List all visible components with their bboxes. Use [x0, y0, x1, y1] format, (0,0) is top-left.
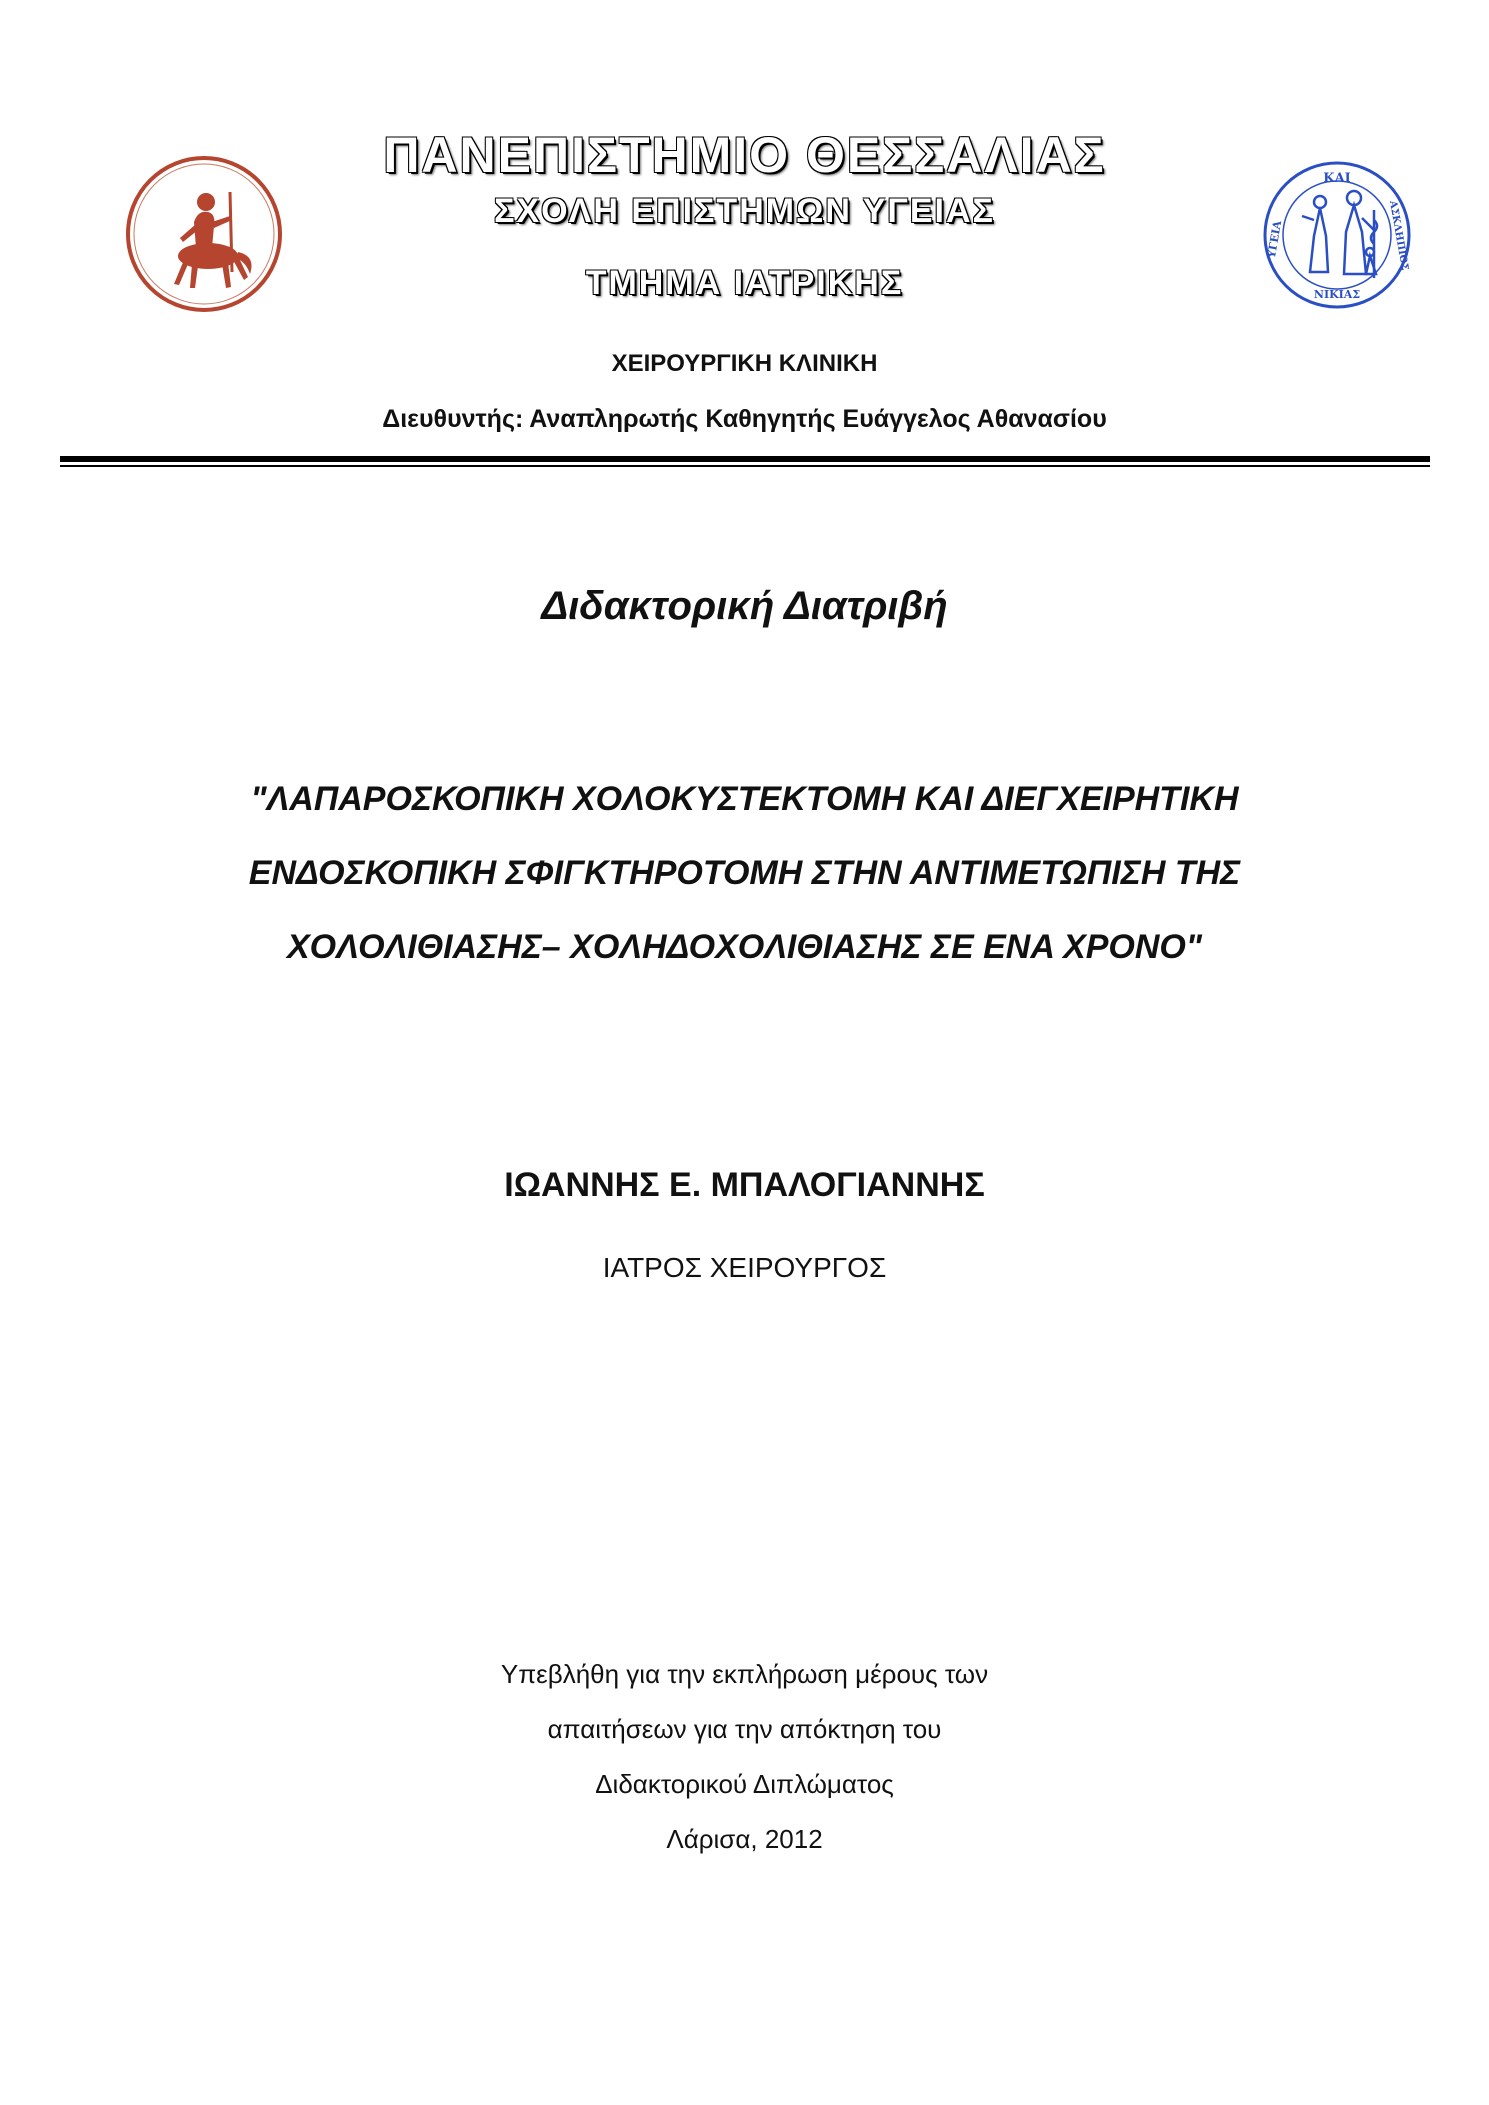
header-divider-thick: [60, 456, 1430, 462]
author-profession: ΙΑΤΡΟΣ ΧΕΙΡΟΥΡΓΟΣ: [602, 1252, 887, 1283]
thesis-title-line: ΧΟΛΟΛΙΘΙΑΣΗΣ– ΧΟΛΗΔΟΧΟΛΙΘΙΑΣΗΣ ΣΕ ΕΝΑ ΧΡΟΝΟ": [287, 928, 1202, 966]
submission-note-line: απαιτήσεων για την απόκτηση του: [547, 1714, 942, 1744]
place-date: Λάρισα, 2012: [666, 1824, 823, 1854]
submission-note-line: Διδακτορικού Διπλώματος: [595, 1769, 894, 1799]
clinic-name: ΧΕΙΡΟΥΡΓΙΚΗ ΚΛΙΝΙΚΗ: [611, 350, 878, 377]
thesis-title-line: "ΛΑΠΑΡΟΣΚΟΠΙΚΗ ΧΟΛΟΚΥΣΤΕΚΤΟΜΗ ΚΑΙ ΔΙΕΓΧΕΙΡΗΤΙΚΗ: [250, 780, 1239, 818]
seal-text-top: ΚΑΙ: [1323, 171, 1351, 186]
header-divider-thin: [60, 465, 1430, 467]
director-line: Διευθυντής: Αναπληρωτής Καθηγητής Ευάγγελος Αθανασίου: [382, 405, 1107, 433]
document-type: Διδακτορική Διατριβή: [541, 584, 948, 628]
department-name: ΤΜΗΜΑ ΙΑΤΡΙΚΗΣ: [585, 264, 904, 302]
submission-note-line: Υπεβλήθη για την εκπλήρωση μέρους των: [500, 1659, 989, 1689]
seal-text-left: ΥΓΕΙΑ: [1264, 219, 1285, 260]
author-name: ΙΩΑΝΝΗΣ Ε. ΜΠΑΛΟΓΙΑΝΝΗΣ: [504, 1166, 985, 1204]
university-name: ΠΑΝΕΠΙΣΤΗΜΙΟ ΘΕΣΣΑΛΙΑΣ: [383, 127, 1106, 183]
seal-text-bottom: ΝΙΚΙΑΣ: [1313, 288, 1361, 301]
school-name: ΣΧΟΛΗ ΕΠΙΣΤΗΜΩΝ ΥΓΕΙΑΣ: [494, 192, 995, 230]
seal-text-right: ΑΣΚΛΗΠΙΟΣ: [1386, 199, 1411, 272]
thesis-title-line: ΕΝΔΟΣΚΟΠΙΚΗ ΣΦΙΓΚΤΗΡΟΤΟΜΗ ΣΤΗΝ ΑΝΤΙΜΕΤΩΠΙΣΗ ΤΗΣ: [248, 854, 1241, 892]
